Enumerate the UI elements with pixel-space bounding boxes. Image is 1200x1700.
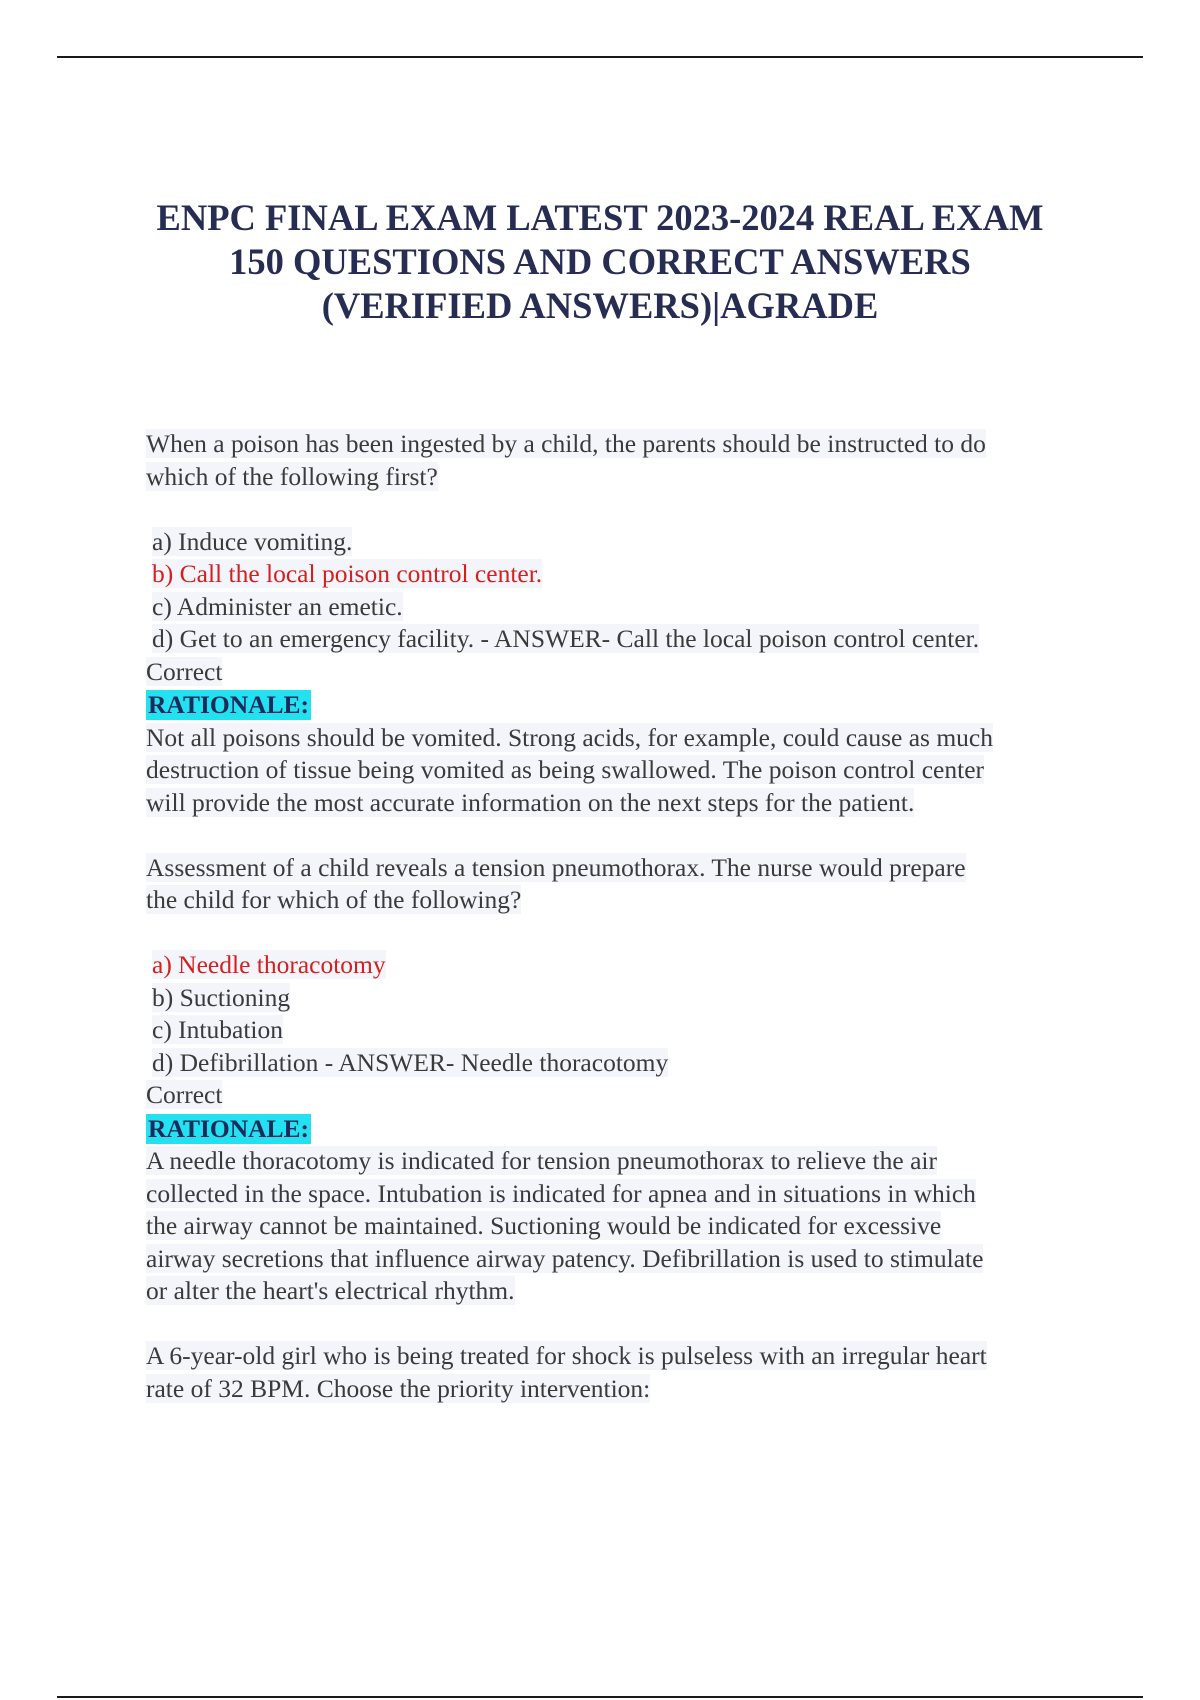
- answer-option: d) Defibrillation - ANSWER- Needle thoracotomy: [152, 1047, 669, 1077]
- question-block: [146, 1340, 1096, 1405]
- question-stem-line: which of the following first?: [146, 461, 438, 491]
- rationale-line: will provide the most accurate information on the next steps for the patient.: [146, 787, 915, 817]
- bottom-rule: [57, 1696, 1143, 1698]
- question-stem-line: rate of 32 BPM. Choose the priority intervention:: [146, 1373, 651, 1403]
- answer-option: c) Administer an emetic.: [152, 591, 403, 621]
- rationale-line: the airway cannot be maintained. Suctioning would be indicated for excessive: [146, 1211, 942, 1240]
- rationale-label: RATIONALE:: [148, 1113, 310, 1143]
- rationale-line: airway secretions that influence airway patency. Defibrillation is used to stimulate: [146, 1243, 984, 1273]
- answer-option: a) Induce vomiting.: [152, 526, 353, 556]
- question-block: [146, 852, 1096, 1308]
- answer-option: b) Suctioning: [152, 982, 291, 1012]
- answer-option-correct: b) Call the local poison control center.: [152, 559, 543, 588]
- question-stem-line: the child for which of the following?: [146, 885, 522, 914]
- question-stem-line: A 6-year-old girl who is being treated for shock is pulseless with an irregular heart: [146, 1341, 987, 1370]
- correct-label: Correct: [146, 656, 223, 686]
- title-line-2: 150 QUESTIONS AND CORRECT ANSWERS: [229, 241, 971, 282]
- rationale-line: destruction of tissue being vomited as being swallowed. The poison control center: [146, 755, 985, 784]
- title-line-3: (VERIFIED ANSWERS)|AGRADE: [321, 285, 879, 326]
- question-stem-line: When a poison has been ingested by a child, the parents should be instructed to do: [146, 429, 986, 458]
- rationale-line: or alter the heart's electrical rhythm.: [146, 1276, 515, 1305]
- question-block: [146, 428, 1096, 819]
- rationale-line: collected in the space. Intubation is indicated for apnea and in situations in which: [146, 1178, 976, 1208]
- answer-option: d) Get to an emergency facility. - ANSWER- Call the local poison control center.: [152, 624, 980, 653]
- correct-label: Correct: [146, 1080, 223, 1109]
- question-stem-line: Assessment of a child reveals a tension pneumothorax. The nurse would prepare: [146, 852, 966, 882]
- answer-option-correct: a) Needle thoracotomy: [152, 950, 386, 979]
- rationale-line: Not all poisons should be vomited. Strong acids, for example, could cause as much: [146, 722, 994, 752]
- top-rule: [57, 56, 1143, 58]
- rationale-line: A needle thoracotomy is indicated for tension pneumothorax to relieve the air: [146, 1146, 937, 1175]
- title-line-1: ENPC FINAL EXAM LATEST 2023-2024 REAL EXAM: [156, 197, 1044, 238]
- rationale-label: RATIONALE:: [148, 690, 310, 719]
- document-body: [146, 428, 1096, 1405]
- document-title: [130, 196, 1070, 328]
- answer-option: c) Intubation: [152, 1015, 283, 1044]
